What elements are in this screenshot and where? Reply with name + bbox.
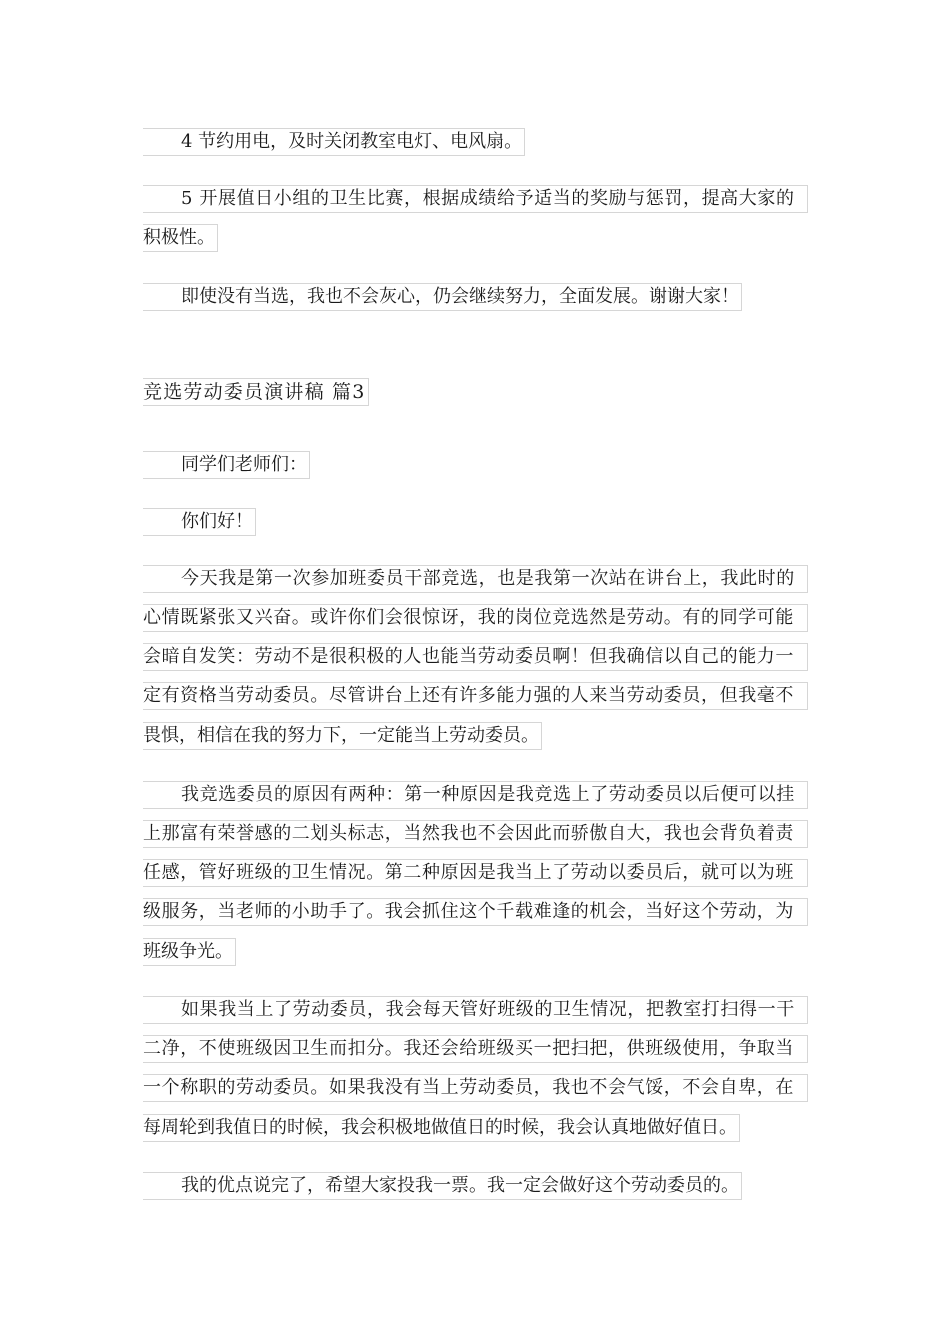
- section-heading: [143, 378, 369, 406]
- closing-text: 即使没有当选，我也不会灰心，仍会继续努力，全面发展。谢谢大家！: [181, 286, 739, 307]
- greeting-line-2: [143, 508, 256, 536]
- paragraph-2-text: 任感，管好班级的卫生情况。第二种原因是我当上了劳动以委员后，就可以为班: [143, 862, 794, 883]
- list-item-5-line-1: [143, 185, 808, 213]
- paragraph-1-text: 心情既紧张又兴奋。或许你们会很惊讶，我的岗位竞选然是劳动。有的同学可能: [143, 607, 794, 628]
- list-item-5-line-2: [143, 224, 218, 252]
- greeting2-text: 你们好！: [181, 511, 253, 532]
- paragraph-4-text: 我的优点说完了，希望大家投我一票。我一定会做好这个劳动委员的。: [181, 1175, 739, 1196]
- item4-text: 4 节约用电，及时关闭教室电灯、电风扇。: [181, 131, 523, 152]
- paragraph-2-text: 我竞选委员的原因有两种：第一种原因是我竞选上了劳动委员以后便可以挂: [181, 784, 795, 805]
- paragraph-3-text: 二净，不使班级因卫生而扣分。我还会给班级买一把扫把，供班级使用，争取当: [143, 1038, 794, 1059]
- paragraph-2-line-2: [143, 820, 808, 848]
- paragraph-1-line-5: [143, 722, 542, 750]
- paragraph-2-line-3: [143, 859, 808, 887]
- paragraph-1-line-2: [143, 604, 808, 632]
- paragraph-2-text: 级服务，当老师的小助手了。我会抓住这个千载难逢的机会，当好这个劳动，为: [143, 901, 794, 922]
- item5-text-line1: 5 开展值日小组的卫生比赛，根据成绩给予适当的奖励与惩罚，提高大家的: [181, 188, 795, 209]
- paragraph-3-line-3: [143, 1074, 808, 1102]
- item5-text-line2: 积极性。: [143, 227, 215, 248]
- paragraph-4-line-1: [143, 1172, 742, 1200]
- paragraph-1-text: 会暗自发笑：劳动不是很积极的人也能当劳动委员啊！但我确信以自己的能力一: [143, 646, 794, 667]
- heading-text: 竞选劳动委员演讲稿 篇3: [143, 381, 366, 403]
- paragraph-1-text: 畏惧，相信在我的努力下，一定能当上劳动委员。: [143, 725, 539, 746]
- paragraph-1-text: 今天我是第一次参加班委员干部竞选，也是我第一次站在讲台上，我此时的: [181, 568, 795, 589]
- paragraph-2-line-4: [143, 898, 808, 926]
- paragraph-2-text: 班级争光。: [143, 941, 233, 962]
- paragraph-1-text: 定有资格当劳动委员。尽管讲台上还有许多能力强的人来当劳动委员，但我毫不: [143, 685, 794, 706]
- paragraph-3-text: 一个称职的劳动委员。如果我没有当上劳动委员，我也不会气馁，不会自卑，在: [143, 1077, 794, 1098]
- closing-paragraph: [143, 283, 742, 311]
- paragraph-2-text: 上那富有荣誉感的二划头标志，当然我也不会因此而骄傲自大，我也会背负着责: [143, 823, 794, 844]
- paragraph-3-text: 如果我当上了劳动委员，我会每天管好班级的卫生情况，把教室打扫得一干: [181, 999, 795, 1020]
- paragraph-2-line-1: [143, 781, 808, 809]
- greeting1-text: 同学们老师们：: [181, 454, 307, 475]
- paragraph-3-text: 每周轮到我值日的时候，我会积极地做值日的时候，我会认真地做好值日。: [143, 1117, 737, 1138]
- paragraph-3-line-4: [143, 1114, 740, 1142]
- paragraph-1-line-1: [143, 565, 808, 593]
- paragraph-3-line-1: [143, 996, 808, 1024]
- paragraph-1-line-3: [143, 643, 808, 671]
- greeting-line-1: [143, 451, 310, 479]
- paragraph-3-line-2: [143, 1035, 808, 1063]
- paragraph-2-line-5: [143, 938, 236, 966]
- paragraph-1-line-4: [143, 682, 808, 710]
- list-item-4: [143, 128, 525, 156]
